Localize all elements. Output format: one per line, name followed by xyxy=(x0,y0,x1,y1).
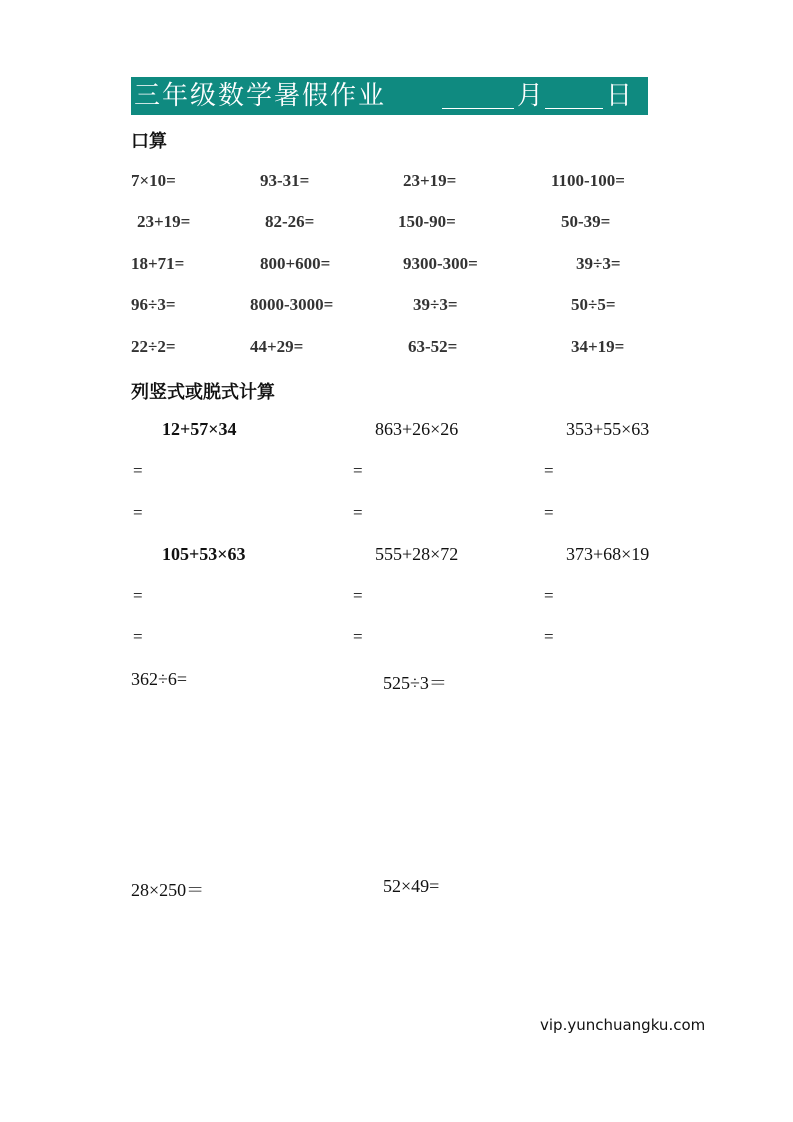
equals-sign: = xyxy=(133,586,143,605)
day-blank xyxy=(545,108,603,109)
oral-item: 96÷3= xyxy=(131,295,176,314)
header-banner xyxy=(131,77,648,115)
month-blank xyxy=(442,108,514,109)
oral-item: 34+19= xyxy=(571,337,625,356)
equals-sign: = xyxy=(133,503,143,522)
equals-sign: = xyxy=(353,461,363,480)
oral-item: 82-26= xyxy=(265,212,315,231)
division-problem: 362÷6= xyxy=(131,669,188,689)
multiplication-problem: 28×250＝ xyxy=(131,880,205,900)
expression: 353+55×63 xyxy=(566,419,650,439)
equals-sign: = xyxy=(544,461,554,480)
page-title: 三年级数学暑假作业 xyxy=(134,81,387,111)
oral-item: 63-52= xyxy=(408,337,458,356)
equals-sign: = xyxy=(133,461,143,480)
written-heading: 列竖式或脱式计算 xyxy=(131,382,275,403)
oral-item: 50-39= xyxy=(561,212,611,231)
oral-item: 9300-300= xyxy=(403,254,478,273)
multiplication-problem: 52×49= xyxy=(383,876,440,896)
equals-sign: = xyxy=(544,627,554,646)
equals-sign: = xyxy=(353,503,363,522)
equals-sign: = xyxy=(353,627,363,646)
month-label: 月 xyxy=(517,81,544,111)
expression: 555+28×72 xyxy=(375,544,459,564)
expression: 12+57×34 xyxy=(162,419,237,439)
oral-item: 800+600= xyxy=(260,254,331,273)
oral-item: 7×10= xyxy=(131,171,176,190)
expression: 373+68×19 xyxy=(566,544,650,564)
expression: 105+53×63 xyxy=(162,544,246,564)
equals-sign: = xyxy=(544,503,554,522)
oral-item: 150-90= xyxy=(398,212,456,231)
oral-item: 39÷3= xyxy=(576,254,621,273)
footer-website: vip.yunchuangku.com xyxy=(540,1016,706,1034)
day-label: 日 xyxy=(606,81,633,111)
equals-sign: = xyxy=(133,627,143,646)
oral-heading: 口算 xyxy=(131,131,167,152)
oral-item: 8000-3000= xyxy=(250,295,334,314)
oral-item: 93-31= xyxy=(260,171,310,190)
oral-item: 1100-100= xyxy=(551,171,625,190)
division-problem: 525÷3＝ xyxy=(383,673,447,693)
equals-sign: = xyxy=(353,586,363,605)
oral-item: 22÷2= xyxy=(131,337,176,356)
equals-sign: = xyxy=(544,586,554,605)
oral-item: 18+71= xyxy=(131,254,185,273)
expression: 863+26×26 xyxy=(375,419,459,439)
oral-item: 23+19= xyxy=(403,171,457,190)
oral-item: 39÷3= xyxy=(413,295,458,314)
oral-item: 23+19= xyxy=(137,212,191,231)
oral-item: 50÷5= xyxy=(571,295,616,314)
oral-item: 44+29= xyxy=(250,337,304,356)
